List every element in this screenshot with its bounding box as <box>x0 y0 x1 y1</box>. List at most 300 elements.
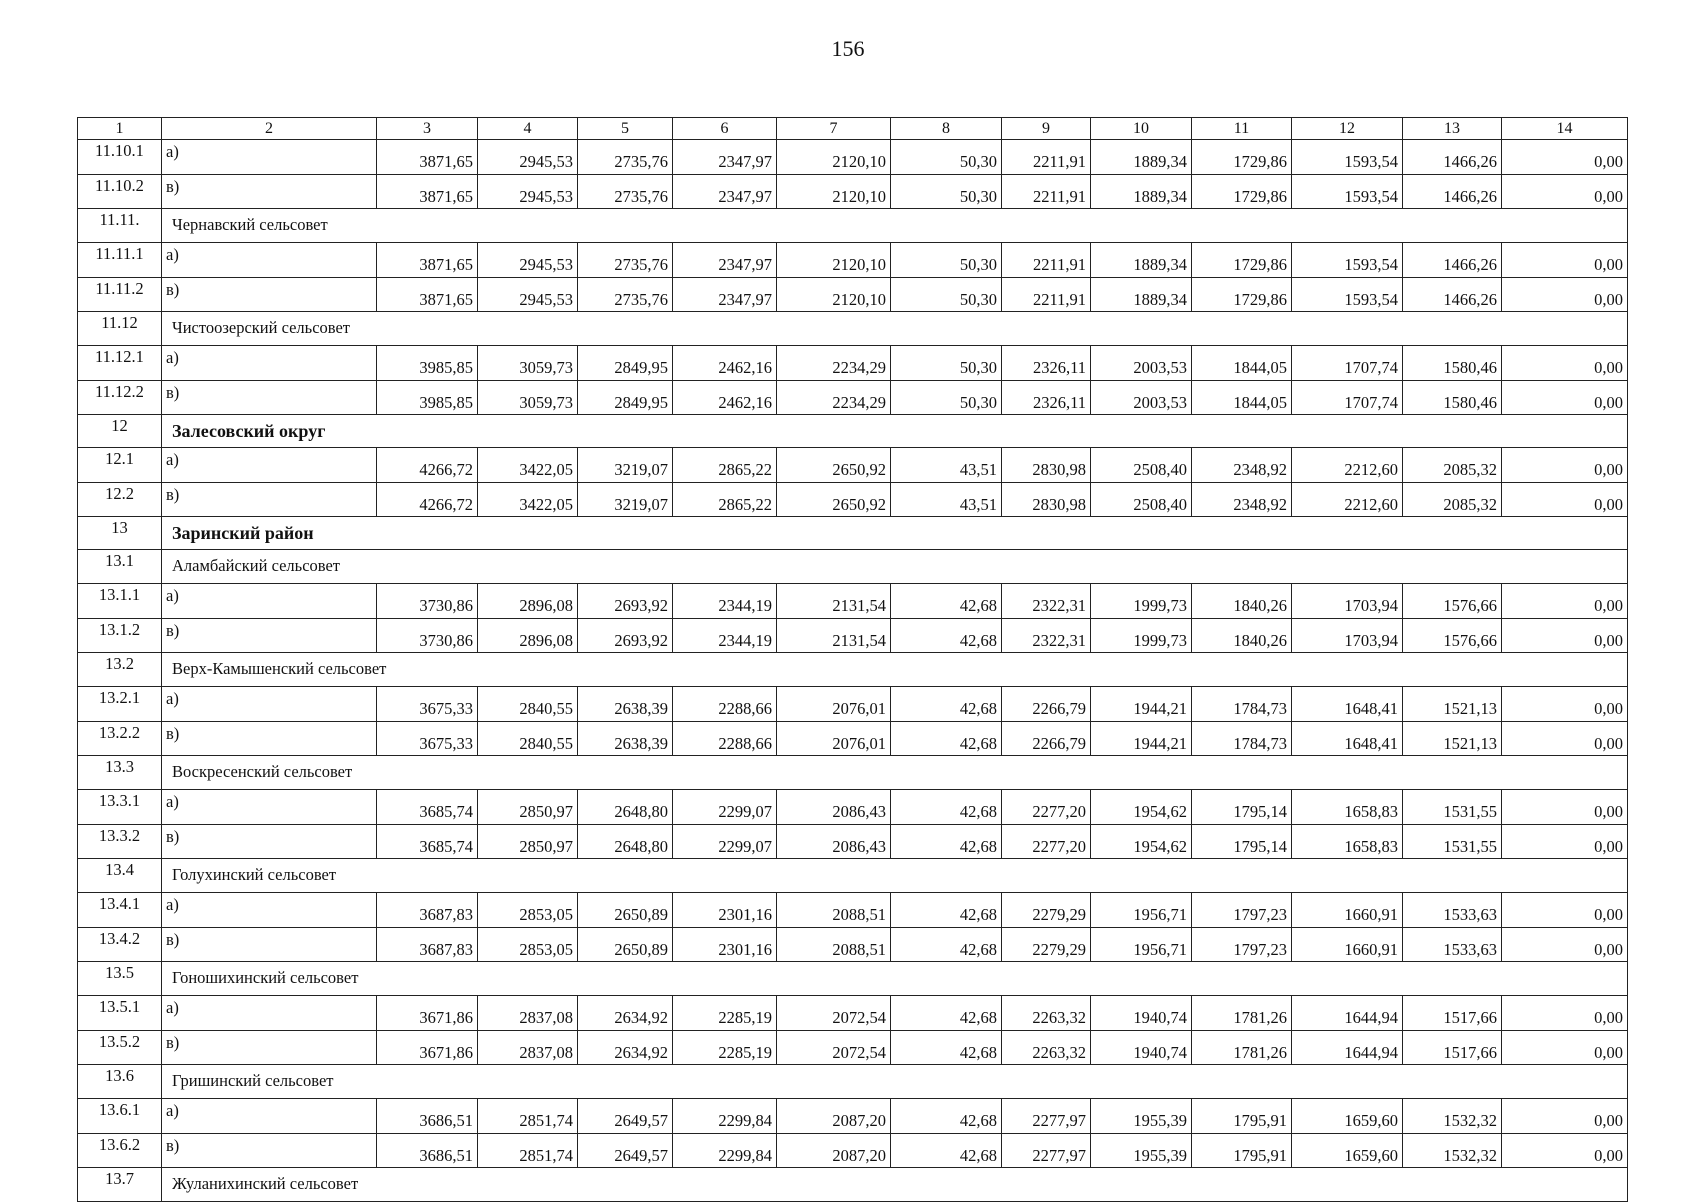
value-cell: 2277,20 <box>1002 824 1091 859</box>
value-cell: 2849,95 <box>578 380 673 415</box>
row-code: 13.2.2 <box>78 721 162 756</box>
value-cell: 2087,20 <box>777 1099 891 1134</box>
value-cell: 2131,54 <box>777 584 891 619</box>
value-cell: 2945,53 <box>478 174 578 209</box>
value-cell: 2735,76 <box>578 140 673 175</box>
value-cell: 3059,73 <box>478 346 578 381</box>
value-cell: 1531,55 <box>1403 824 1502 859</box>
column-number-cell: 5 <box>578 118 673 140</box>
value-cell: 1954,62 <box>1091 824 1192 859</box>
value-cell: 2285,19 <box>673 996 777 1031</box>
group-row <box>78 756 1628 790</box>
value-cell: 1466,26 <box>1403 277 1502 312</box>
value-cell: 1797,23 <box>1192 893 1292 928</box>
value-cell: 3985,85 <box>377 346 478 381</box>
row-letter: в) <box>162 174 377 209</box>
value-cell: 2120,10 <box>777 174 891 209</box>
group-row <box>78 209 1628 243</box>
value-cell: 2088,51 <box>777 927 891 962</box>
value-cell: 3871,65 <box>377 174 478 209</box>
value-cell: 42,68 <box>891 1099 1002 1134</box>
group-title: Аламбайский сельсовет <box>162 550 1628 584</box>
value-cell: 3671,86 <box>377 1030 478 1065</box>
column-number-cell: 10 <box>1091 118 1192 140</box>
value-cell: 43,51 <box>891 448 1002 483</box>
value-cell: 2299,84 <box>673 1133 777 1168</box>
value-cell: 2896,08 <box>478 584 578 619</box>
value-cell: 1729,86 <box>1192 277 1292 312</box>
value-cell: 2851,74 <box>478 1099 578 1134</box>
group-row <box>78 653 1628 687</box>
value-cell: 1593,54 <box>1292 243 1403 278</box>
row-letter: в) <box>162 927 377 962</box>
value-cell: 2649,57 <box>578 1133 673 1168</box>
value-cell: 2288,66 <box>673 721 777 756</box>
value-cell: 1531,55 <box>1403 790 1502 825</box>
value-cell: 2945,53 <box>478 140 578 175</box>
group-row <box>78 312 1628 346</box>
value-cell: 2344,19 <box>673 584 777 619</box>
value-cell: 1658,83 <box>1292 790 1403 825</box>
value-cell: 2462,16 <box>673 346 777 381</box>
value-cell: 2650,92 <box>777 448 891 483</box>
value-cell: 1781,26 <box>1192 1030 1292 1065</box>
value-cell: 42,68 <box>891 996 1002 1031</box>
row-code: 13.4.2 <box>78 927 162 962</box>
value-cell: 2003,53 <box>1091 346 1192 381</box>
value-cell: 2301,16 <box>673 893 777 928</box>
value-cell: 3422,05 <box>478 482 578 517</box>
value-cell: 1889,34 <box>1091 174 1192 209</box>
row-letter: а) <box>162 448 377 483</box>
value-cell: 3985,85 <box>377 380 478 415</box>
value-cell: 1940,74 <box>1091 996 1192 1031</box>
row-code: 11.12.1 <box>78 346 162 381</box>
table-row <box>78 277 1628 312</box>
value-cell: 2648,80 <box>578 790 673 825</box>
page-number: 156 <box>831 36 865 61</box>
value-cell: 4266,72 <box>377 448 478 483</box>
value-cell: 1707,74 <box>1292 346 1403 381</box>
value-cell: 2735,76 <box>578 243 673 278</box>
row-letter: в) <box>162 824 377 859</box>
row-code: 12.1 <box>78 448 162 483</box>
column-number-cell: 9 <box>1002 118 1091 140</box>
value-cell: 2088,51 <box>777 893 891 928</box>
value-cell: 0,00 <box>1502 346 1628 381</box>
value-cell: 1784,73 <box>1192 687 1292 722</box>
table-row <box>78 996 1628 1031</box>
value-cell: 1580,46 <box>1403 380 1502 415</box>
value-cell: 1784,73 <box>1192 721 1292 756</box>
value-cell: 42,68 <box>891 618 1002 653</box>
row-letter: в) <box>162 1133 377 1168</box>
group-row <box>78 1168 1628 1202</box>
row-code: 11.10.1 <box>78 140 162 175</box>
value-cell: 3871,65 <box>377 140 478 175</box>
value-cell: 1999,73 <box>1091 584 1192 619</box>
row-letter: а) <box>162 893 377 928</box>
value-cell: 3687,83 <box>377 893 478 928</box>
row-code: 13.3 <box>78 756 162 790</box>
value-cell: 3686,51 <box>377 1099 478 1134</box>
value-cell: 2234,29 <box>777 346 891 381</box>
value-cell: 42,68 <box>891 1030 1002 1065</box>
value-cell: 0,00 <box>1502 243 1628 278</box>
row-letter: а) <box>162 1099 377 1134</box>
value-cell: 1517,66 <box>1403 1030 1502 1065</box>
row-letter: а) <box>162 140 377 175</box>
table-row <box>78 346 1628 381</box>
value-cell: 0,00 <box>1502 277 1628 312</box>
value-cell: 2865,22 <box>673 482 777 517</box>
value-cell: 2277,20 <box>1002 790 1091 825</box>
column-number-row <box>78 118 1628 140</box>
value-cell: 1840,26 <box>1192 618 1292 653</box>
value-cell: 3687,83 <box>377 927 478 962</box>
value-cell: 2266,79 <box>1002 721 1091 756</box>
value-cell: 1532,32 <box>1403 1133 1502 1168</box>
value-cell: 1795,91 <box>1192 1099 1292 1134</box>
value-cell: 2851,74 <box>478 1133 578 1168</box>
value-cell: 2348,92 <box>1192 448 1292 483</box>
value-cell: 42,68 <box>891 824 1002 859</box>
table-row <box>78 448 1628 483</box>
value-cell: 2650,89 <box>578 927 673 962</box>
value-cell: 2211,91 <box>1002 277 1091 312</box>
value-cell: 2850,97 <box>478 824 578 859</box>
value-cell: 2072,54 <box>777 996 891 1031</box>
value-cell: 1707,74 <box>1292 380 1403 415</box>
row-code: 13.1 <box>78 550 162 584</box>
value-cell: 0,00 <box>1502 687 1628 722</box>
group-title: Верх-Камышенский сельсовет <box>162 653 1628 687</box>
value-cell: 3059,73 <box>478 380 578 415</box>
value-cell: 1593,54 <box>1292 174 1403 209</box>
row-code: 13.2.1 <box>78 687 162 722</box>
column-number-cell: 12 <box>1292 118 1403 140</box>
group-title: Чернавский сельсовет <box>162 209 1628 243</box>
value-cell: 0,00 <box>1502 174 1628 209</box>
table-row <box>78 824 1628 859</box>
value-cell: 2896,08 <box>478 618 578 653</box>
value-cell: 2322,31 <box>1002 618 1091 653</box>
value-cell: 42,68 <box>891 893 1002 928</box>
value-cell: 2347,97 <box>673 174 777 209</box>
table-row <box>78 174 1628 209</box>
value-cell: 2347,97 <box>673 140 777 175</box>
value-cell: 2508,40 <box>1091 448 1192 483</box>
value-cell: 42,68 <box>891 721 1002 756</box>
value-cell: 0,00 <box>1502 824 1628 859</box>
value-cell: 42,68 <box>891 584 1002 619</box>
table-row <box>78 1133 1628 1168</box>
value-cell: 2849,95 <box>578 346 673 381</box>
row-letter: а) <box>162 996 377 1031</box>
value-cell: 1703,94 <box>1292 618 1403 653</box>
value-cell: 1844,05 <box>1192 380 1292 415</box>
value-cell: 2120,10 <box>777 243 891 278</box>
value-cell: 1889,34 <box>1091 277 1192 312</box>
table-row <box>78 790 1628 825</box>
value-cell: 2301,16 <box>673 927 777 962</box>
value-cell: 1576,66 <box>1403 618 1502 653</box>
value-cell: 2087,20 <box>777 1133 891 1168</box>
value-cell: 1532,32 <box>1403 1099 1502 1134</box>
column-number-cell: 11 <box>1192 118 1292 140</box>
value-cell: 2211,91 <box>1002 174 1091 209</box>
value-cell: 2840,55 <box>478 721 578 756</box>
value-cell: 2212,60 <box>1292 482 1403 517</box>
value-cell: 2277,97 <box>1002 1133 1091 1168</box>
value-cell: 2348,92 <box>1192 482 1292 517</box>
table-row <box>78 687 1628 722</box>
value-cell: 2693,92 <box>578 584 673 619</box>
value-cell: 2211,91 <box>1002 243 1091 278</box>
value-cell: 1889,34 <box>1091 243 1192 278</box>
value-cell: 50,30 <box>891 174 1002 209</box>
value-cell: 1466,26 <box>1403 140 1502 175</box>
value-cell: 2234,29 <box>777 380 891 415</box>
table-row <box>78 721 1628 756</box>
row-code: 11.12 <box>78 312 162 346</box>
value-cell: 2086,43 <box>777 790 891 825</box>
value-cell: 3730,86 <box>377 584 478 619</box>
value-cell: 2650,92 <box>777 482 891 517</box>
section-title: Залесовский округ <box>162 415 1628 448</box>
row-code: 13.2 <box>78 653 162 687</box>
group-title: Жуланихинский сельсовет <box>162 1168 1628 1202</box>
value-cell: 3685,74 <box>377 824 478 859</box>
group-title: Гоношихинский сельсовет <box>162 962 1628 996</box>
value-cell: 1660,91 <box>1292 893 1403 928</box>
value-cell: 0,00 <box>1502 482 1628 517</box>
row-code: 13.6.2 <box>78 1133 162 1168</box>
row-code: 11.11.1 <box>78 243 162 278</box>
row-code: 13.3.2 <box>78 824 162 859</box>
table-row <box>78 380 1628 415</box>
row-code: 13.4.1 <box>78 893 162 928</box>
row-letter: в) <box>162 721 377 756</box>
value-cell: 0,00 <box>1502 448 1628 483</box>
row-letter: в) <box>162 380 377 415</box>
value-cell: 2120,10 <box>777 140 891 175</box>
value-cell: 2326,11 <box>1002 380 1091 415</box>
row-code: 11.11. <box>78 209 162 243</box>
column-number-cell: 1 <box>78 118 162 140</box>
group-row <box>78 1065 1628 1099</box>
value-cell: 1781,26 <box>1192 996 1292 1031</box>
table-row <box>78 1099 1628 1134</box>
value-cell: 1944,21 <box>1091 721 1192 756</box>
value-cell: 0,00 <box>1502 927 1628 962</box>
value-cell: 1593,54 <box>1292 140 1403 175</box>
value-cell: 4266,72 <box>377 482 478 517</box>
column-number-cell: 13 <box>1403 118 1502 140</box>
value-cell: 3675,33 <box>377 721 478 756</box>
value-cell: 1797,23 <box>1192 927 1292 962</box>
column-number-cell: 3 <box>377 118 478 140</box>
row-code: 11.12.2 <box>78 380 162 415</box>
value-cell: 1659,60 <box>1292 1099 1403 1134</box>
row-code: 12.2 <box>78 482 162 517</box>
value-cell: 2945,53 <box>478 277 578 312</box>
value-cell: 2634,92 <box>578 996 673 1031</box>
column-number-cell: 2 <box>162 118 377 140</box>
value-cell: 1955,39 <box>1091 1099 1192 1134</box>
value-cell: 3422,05 <box>478 448 578 483</box>
value-cell: 2212,60 <box>1292 448 1403 483</box>
value-cell: 2837,08 <box>478 1030 578 1065</box>
row-code: 13.5.2 <box>78 1030 162 1065</box>
table-row <box>78 618 1628 653</box>
value-cell: 2945,53 <box>478 243 578 278</box>
row-code: 13.6.1 <box>78 1099 162 1134</box>
value-cell: 0,00 <box>1502 996 1628 1031</box>
value-cell: 50,30 <box>891 346 1002 381</box>
value-cell: 2299,07 <box>673 824 777 859</box>
value-cell: 3730,86 <box>377 618 478 653</box>
value-cell: 2634,92 <box>578 1030 673 1065</box>
value-cell: 50,30 <box>891 140 1002 175</box>
value-cell: 2462,16 <box>673 380 777 415</box>
value-cell: 1795,14 <box>1192 790 1292 825</box>
value-cell: 0,00 <box>1502 140 1628 175</box>
value-cell: 1703,94 <box>1292 584 1403 619</box>
value-cell: 1466,26 <box>1403 243 1502 278</box>
row-letter: а) <box>162 584 377 619</box>
value-cell: 3219,07 <box>578 482 673 517</box>
group-row <box>78 859 1628 893</box>
value-cell: 2850,97 <box>478 790 578 825</box>
value-cell: 2830,98 <box>1002 448 1091 483</box>
group-row <box>78 962 1628 996</box>
row-code: 12 <box>78 415 162 448</box>
value-cell: 1533,63 <box>1403 927 1502 962</box>
table-row <box>78 1030 1628 1065</box>
section-row <box>78 517 1628 550</box>
value-cell: 2131,54 <box>777 618 891 653</box>
section-title: Заринский район <box>162 517 1628 550</box>
row-letter: в) <box>162 618 377 653</box>
value-cell: 0,00 <box>1502 618 1628 653</box>
value-cell: 2347,97 <box>673 243 777 278</box>
table-row <box>78 927 1628 962</box>
row-code: 13.4 <box>78 859 162 893</box>
value-cell: 2299,84 <box>673 1099 777 1134</box>
row-code: 13.5.1 <box>78 996 162 1031</box>
value-cell: 1533,63 <box>1403 893 1502 928</box>
value-cell: 2285,19 <box>673 1030 777 1065</box>
value-cell: 50,30 <box>891 277 1002 312</box>
group-title: Воскресенский сельсовет <box>162 756 1628 790</box>
row-letter: в) <box>162 277 377 312</box>
value-cell: 2120,10 <box>777 277 891 312</box>
value-cell: 42,68 <box>891 927 1002 962</box>
row-code: 13.5 <box>78 962 162 996</box>
value-cell: 2840,55 <box>478 687 578 722</box>
column-number-cell: 4 <box>478 118 578 140</box>
value-cell: 2735,76 <box>578 277 673 312</box>
value-cell: 3685,74 <box>377 790 478 825</box>
value-cell: 1593,54 <box>1292 277 1403 312</box>
value-cell: 1795,14 <box>1192 824 1292 859</box>
value-cell: 2288,66 <box>673 687 777 722</box>
value-cell: 2735,76 <box>578 174 673 209</box>
value-cell: 1729,86 <box>1192 140 1292 175</box>
group-row <box>78 550 1628 584</box>
value-cell: 3686,51 <box>377 1133 478 1168</box>
value-cell: 2326,11 <box>1002 346 1091 381</box>
row-letter: в) <box>162 1030 377 1065</box>
value-cell: 1954,62 <box>1091 790 1192 825</box>
value-cell: 1521,13 <box>1403 687 1502 722</box>
table-row <box>78 584 1628 619</box>
value-cell: 0,00 <box>1502 1133 1628 1168</box>
value-cell: 1729,86 <box>1192 174 1292 209</box>
value-cell: 1955,39 <box>1091 1133 1192 1168</box>
table-body <box>78 118 1628 1202</box>
value-cell: 0,00 <box>1502 790 1628 825</box>
value-cell: 2076,01 <box>777 687 891 722</box>
value-cell: 2648,80 <box>578 824 673 859</box>
column-number-cell: 7 <box>777 118 891 140</box>
tariff-table <box>77 117 1628 1202</box>
value-cell: 1648,41 <box>1292 721 1403 756</box>
value-cell: 2277,97 <box>1002 1099 1091 1134</box>
value-cell: 1648,41 <box>1292 687 1403 722</box>
row-letter: а) <box>162 790 377 825</box>
value-cell: 2263,32 <box>1002 1030 1091 1065</box>
value-cell: 2638,39 <box>578 721 673 756</box>
value-cell: 2853,05 <box>478 893 578 928</box>
value-cell: 1729,86 <box>1192 243 1292 278</box>
value-cell: 2865,22 <box>673 448 777 483</box>
value-cell: 2279,29 <box>1002 893 1091 928</box>
row-code: 13.7 <box>78 1168 162 1202</box>
value-cell: 1999,73 <box>1091 618 1192 653</box>
row-code: 11.10.2 <box>78 174 162 209</box>
value-cell: 3671,86 <box>377 996 478 1031</box>
group-title: Гришинский сельсовет <box>162 1065 1628 1099</box>
value-cell: 2830,98 <box>1002 482 1091 517</box>
value-cell: 2650,89 <box>578 893 673 928</box>
value-cell: 2638,39 <box>578 687 673 722</box>
value-cell: 1940,74 <box>1091 1030 1192 1065</box>
value-cell: 1517,66 <box>1403 996 1502 1031</box>
value-cell: 2076,01 <box>777 721 891 756</box>
row-code: 13.1.2 <box>78 618 162 653</box>
value-cell: 2347,97 <box>673 277 777 312</box>
value-cell: 1795,91 <box>1192 1133 1292 1168</box>
row-code: 11.11.2 <box>78 277 162 312</box>
value-cell: 1644,94 <box>1292 1030 1403 1065</box>
row-letter: а) <box>162 243 377 278</box>
value-cell: 3871,65 <box>377 243 478 278</box>
row-code: 13 <box>78 517 162 550</box>
value-cell: 2344,19 <box>673 618 777 653</box>
value-cell: 3219,07 <box>578 448 673 483</box>
value-cell: 0,00 <box>1502 893 1628 928</box>
value-cell: 1644,94 <box>1292 996 1403 1031</box>
value-cell: 42,68 <box>891 790 1002 825</box>
value-cell: 1580,46 <box>1403 346 1502 381</box>
column-number-cell: 8 <box>891 118 1002 140</box>
value-cell: 3871,65 <box>377 277 478 312</box>
value-cell: 1840,26 <box>1192 584 1292 619</box>
value-cell: 1521,13 <box>1403 721 1502 756</box>
value-cell: 43,51 <box>891 482 1002 517</box>
